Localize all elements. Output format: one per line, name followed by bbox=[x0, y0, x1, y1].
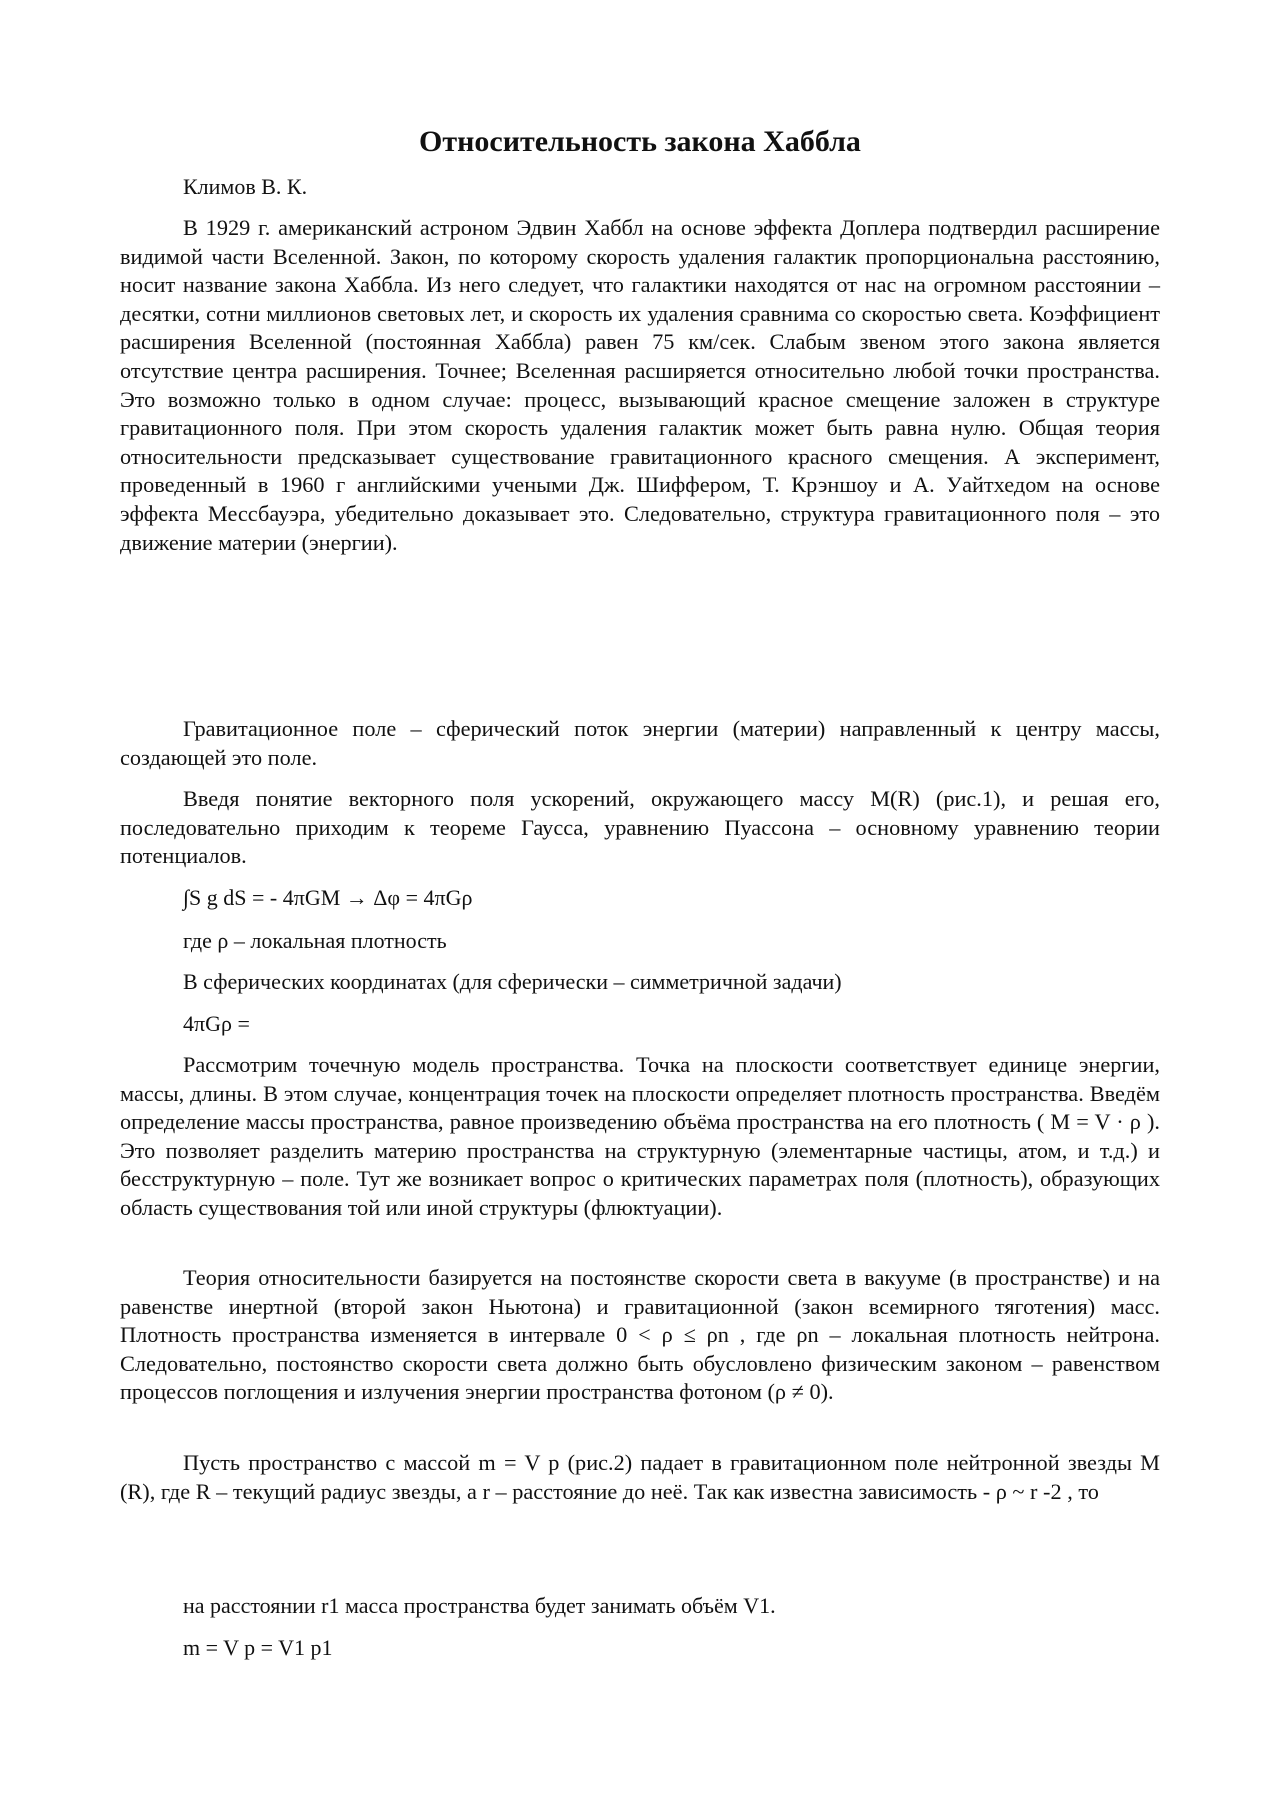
paragraph-neutron-star: Пусть пространство с массой m = V p (рис.2) падает в гравитационном поле нейтронной звезды M (R), где R – текущий радиус звезды, а r – расстояние до неё. Так как известна зависимость - ρ ~ r -2 , то bbox=[120, 1450, 1160, 1504]
formula-mass: m = V p = V1 p1 bbox=[183, 1635, 333, 1660]
document-title: Относительность закона Хаббла bbox=[419, 125, 861, 158]
spherical-coordinates-line: В сферических координатах (для сферически – симметричной задачи) bbox=[183, 969, 842, 994]
paragraph-gravitational-field: Гравитационное поле – сферический поток энергии (материи) направленный к центру массы, создающей это поле. bbox=[120, 716, 1160, 770]
paragraph-vector-field: Введя понятие векторного поля ускорений, окружающего массу M(R) (рис.1), и решая его, последовательно приходим к теореме Гаусса, уравнению Пуассона – основному уравнению теории потенциалов. bbox=[120, 786, 1160, 869]
formula-note: где ρ – локальная плотность bbox=[183, 928, 447, 953]
author-line: Климов В. К. bbox=[183, 174, 308, 199]
formula-spherical: 4πGρ = bbox=[183, 1011, 250, 1036]
distance-line: на расстоянии r1 масса пространства будет занимать объём V1. bbox=[183, 1593, 776, 1618]
formula-gauss-poisson: ∫S g dS = - 4πGM → Δφ = 4πGρ bbox=[183, 885, 473, 910]
paragraph-point-model: Рассмотрим точечную модель пространства. Точка на плоскости соответствует единице энергии, массы, длины. В этом случае, концентрация точек на плоскости определяет плотность пространства. Введём определение массы пространства, равное произведению объёма пространства на его плотность ( M = V · ρ ). Это позволяет разделить материю пространства на структурную (элементарные частицы, атом, и т.д.) и бесструктурную – поле. Тут же возникает вопрос о критических параметрах поля (плотность), образующих область существования той или иной структуры (флюктуации). bbox=[120, 1052, 1160, 1220]
paragraph-intro: В 1929 г. американский астроном Эдвин Хаббл на основе эффекта Доплера подтвердил расширение видимой части Вселенной. Закон, по которому скорость удаления галактик пропорциональна расстоянию, носит название закона Хаббла. Из него следует, что галактики находятся от нас на огромном расстоянии – десятки, сотни миллионов световых лет, и скорость их удаления сравнима со скоростью света. Коэффициент расширения Вселенной (постоянная Хаббла) равен 75 км/сек. Слабым звеном этого закона является отсутствие центра расширения. Точнее; Вселенная расширяется относительно любой точки пространства. Это возможно только в одном случае: процесс, вызывающий красное смещение заложен в структуре гравитационного поля. При этом скорость удаления галактик может быть равна нулю. Общая теория относительности предсказывает существование гравитационного красного смещения. А эксперимент, проведенный в 1960 г английскими учеными Дж. Шиффером, Т. Крэншоу и А. Уайтхедом на основе эффекта Мессбауэра, убедительно доказывает это. Следовательно, структура гравитационного поля – это движение материи (энергии). bbox=[120, 215, 1160, 555]
paragraph-relativity: Теория относительности базируется на постоянстве скорости света в вакууме (в пространстве) и на равенстве инертной (второй закон Ньютона) и гравитационной (закон всемирного тяготения) масс. Плотность пространства изменяется в интервале 0 < ρ ≤ ρn , где ρn – локальная плотность нейтрона. Следовательно, постоянство скорости света должно быть обусловлено физическим законом – равенством процессов поглощения и излучения энергии пространства фотоном (ρ ≠ 0). bbox=[120, 1265, 1160, 1405]
